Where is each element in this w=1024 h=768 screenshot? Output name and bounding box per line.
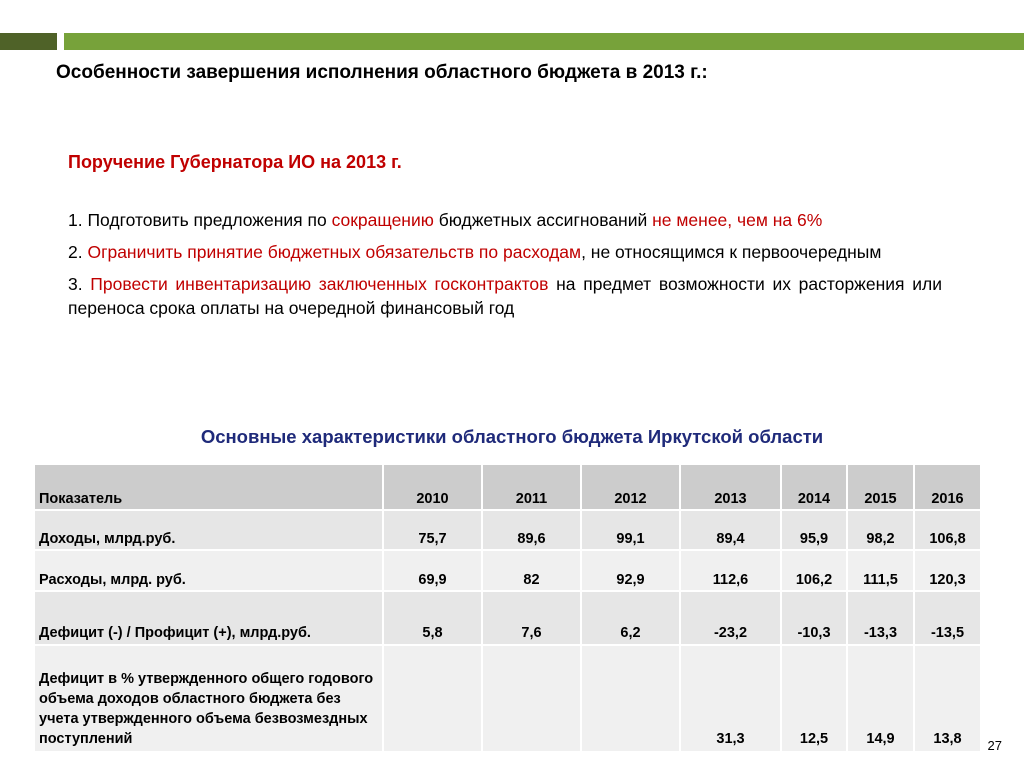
table-cell <box>383 645 482 752</box>
table-row <box>34 550 981 591</box>
table-cell: 95,9 <box>781 510 847 550</box>
table-cell: 120,3 <box>914 550 981 591</box>
table-cell: 75,7 <box>383 510 482 550</box>
table-cell: 112,6 <box>680 550 781 591</box>
header-cell: 2016 <box>914 464 981 510</box>
table-row <box>34 510 981 550</box>
table-cell: -10,3 <box>781 591 847 645</box>
table-cell: 99,1 <box>581 510 680 550</box>
header-cell: 2014 <box>781 464 847 510</box>
instruction-list <box>68 208 942 328</box>
row-label: Доходы, млрд.руб. <box>34 510 383 550</box>
table-cell <box>581 645 680 752</box>
header-cell: 2013 <box>680 464 781 510</box>
item-text: 2. <box>68 242 88 262</box>
header-bar-dark <box>0 33 57 50</box>
table-cell: 7,6 <box>482 591 581 645</box>
instruction-item-1 <box>68 208 942 232</box>
table-header-row <box>34 464 981 510</box>
row-label: Дефицит (-) / Профицит (+), млрд.руб. <box>34 591 383 645</box>
table-cell: 31,3 <box>680 645 781 752</box>
slide-subtitle: Поручение Губернатора ИО на 2013 г. <box>68 152 402 172</box>
item-text: , не относящимся к первоочередным <box>581 242 882 262</box>
table-row <box>34 645 981 752</box>
table-cell: 13,8 <box>914 645 981 752</box>
header-cell: 2010 <box>383 464 482 510</box>
item-highlight: Ограничить принятие бюджетных обязательств по расходам <box>87 242 582 262</box>
table-cell: 89,6 <box>482 510 581 550</box>
item-text: 1. Подготовить предложения по <box>68 210 332 230</box>
table-cell: 14,9 <box>847 645 914 752</box>
header-cell: 2015 <box>847 464 914 510</box>
instruction-item-3 <box>68 272 942 320</box>
header-cell: 2011 <box>482 464 581 510</box>
table-cell: 106,8 <box>914 510 981 550</box>
slide-title: Особенности завершения исполнения областного бюджета в 2013 г.: <box>56 62 708 83</box>
table-cell: 5,8 <box>383 591 482 645</box>
table-cell: 6,2 <box>581 591 680 645</box>
table-cell <box>482 645 581 752</box>
table-title: Основные характеристики областного бюджета Иркутской области <box>200 426 824 447</box>
item-text: 3. <box>68 274 91 294</box>
row-label: Дефицит в % утвержденного общего годового объема доходов областного бюджета без учета утвержденного объема безвозмездных поступлений <box>34 645 383 752</box>
table-cell: 111,5 <box>847 550 914 591</box>
header-bar-light <box>64 33 1024 50</box>
item-highlight: сокращению <box>331 210 434 230</box>
row-label: Расходы, млрд. руб. <box>34 550 383 591</box>
table-cell: 82 <box>482 550 581 591</box>
header-cell: 2012 <box>581 464 680 510</box>
header-cell: Показатель <box>34 464 383 510</box>
table-cell: 98,2 <box>847 510 914 550</box>
table-cell: 12,5 <box>781 645 847 752</box>
table-cell: 89,4 <box>680 510 781 550</box>
table-row <box>34 591 981 645</box>
table-cell: -23,2 <box>680 591 781 645</box>
table-cell: -13,5 <box>914 591 981 645</box>
budget-table <box>33 463 982 753</box>
table-cell: 92,9 <box>581 550 680 591</box>
item-text: бюджетных ассигнований <box>433 210 653 230</box>
item-text: на предмет возможности их расторжения или переноса срока оплаты на очередной финансовый год <box>68 274 942 318</box>
table-cell: 69,9 <box>383 550 482 591</box>
instruction-item-2 <box>68 240 942 264</box>
table-cell: -13,3 <box>847 591 914 645</box>
item-highlight: Провести инвентаризацию заключенных госконтрактов <box>90 274 549 294</box>
page-number: 27 <box>987 738 1002 753</box>
item-highlight: не менее, чем на 6% <box>652 210 823 230</box>
table-cell: 106,2 <box>781 550 847 591</box>
